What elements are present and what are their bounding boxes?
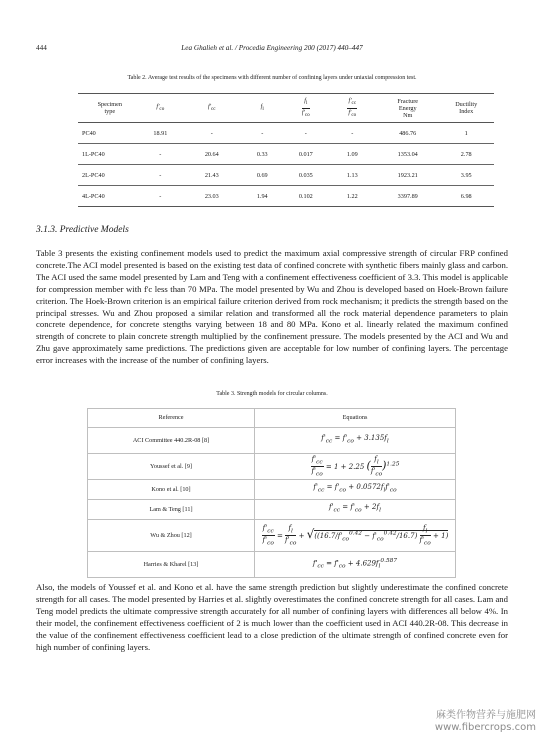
journal-citation: Lea Ghalieh et al. / Procedia Engineering 200 (2017) 440–447: [181, 44, 363, 52]
reference-cell: Wu & Zhou [12]: [88, 520, 255, 552]
table2-col-fl-ratio: $\frac{f_l}{f'_{co}}$: [284, 94, 328, 123]
table-row: [78, 144, 494, 165]
watermark-line-1: 麻类作物营养与施肥网: [436, 710, 536, 721]
table-cell: -: [138, 165, 184, 186]
table2-col-ductility: Ductility Index: [438, 94, 494, 123]
equation-cell: $f'_{cc} = f'_{co} + 0.0572f_lf'_{co}$: [255, 480, 456, 500]
table-cell: 21.43: [183, 165, 240, 186]
equation-cell: $f'_{cc} = f'_{co} + 3.135f_l$: [255, 428, 456, 454]
table2-col-fl: $f_l$: [240, 94, 284, 123]
table2-header-row: [78, 94, 494, 123]
table3: [87, 408, 456, 578]
table-cell: -: [183, 123, 240, 144]
table-cell: 0.69: [240, 165, 284, 186]
table-cell: 20.64: [183, 144, 240, 165]
body-paragraph-2: Also, the models of Youssef et al. and Kono et al. have the same strength prediction but slightly underestimate the confined concrete strength for all cases. The model presented by Harries et al. slightly overestimates the confined concrete strength for all cases. Lam and Teng model predicts the ultimate compressive strength accurately for all number of confining layers with differences all below 4%. In their model, the confinement effectiveness coefficient of 2 is much lower than the coefficient used in ACI 440.2R-08. This decrease in the value of the confinement effectiveness coefficient lead to a close prediction of the ultimate strength of confined concrete even for high number of confining layers.: [36, 582, 508, 652]
table-cell: 1L-PC40: [78, 144, 138, 165]
table-cell: -: [328, 123, 377, 144]
table2-col-fracture-energy: Fracture Energy Nm: [377, 94, 438, 123]
table-cell: -: [284, 123, 328, 144]
equation-cell: $\frac{f'_{cc}}{f'_{co}}$ = 1 + 2.25 ( $\frac{f_l}{f'_{co}}$ )$^{1.25}$: [255, 454, 456, 480]
reference-cell: Harries & Kharel [13]: [88, 552, 255, 578]
table-row: [88, 520, 456, 552]
reference-cell: Youssef et al. [9]: [88, 454, 255, 480]
table-cell: 2L-PC40: [78, 165, 138, 186]
table-cell: 0.035: [284, 165, 328, 186]
table-row: [88, 480, 456, 500]
table-cell: 1.13: [328, 165, 377, 186]
table-row: [78, 123, 494, 144]
table-cell: 2.78: [438, 144, 494, 165]
watermark-line-2: www.fibercrops.com: [434, 722, 536, 733]
table2-caption: Table 2. Average test results of the specimens with different number of confining layers under uniaxial compression test.: [127, 75, 417, 81]
table-cell: 4L-PC40: [78, 186, 138, 207]
table2: [78, 93, 494, 207]
table2-col-fco: $f'_{co}$: [138, 94, 184, 123]
reference-cell: Kono et al. [10]: [88, 480, 255, 500]
body-paragraph-1: Table 3 presents the existing confinement models used to predict the maximum axial compressive strength of circular FRP confined concrete.The ACI model presented is based on the existing test data of confined concrete with synthetic fibers mainly glass and carbon. The ACI used the same model presented by Lam and Teng with a confinement effectiveness coefficient of 3.3. This model is applicable for compression member with f'c less than 70 MPa. The model presented by Wu and Zhou is developed based on Hoek-Brown failure criterion. The Hoek-Brown criterion is an empirical failure criterion derived from rock mechanism; it predicts the strength based on the principal stresses. Wu and Zhou proposed a similar relation and transformed all the rock material dependence parameters to plain concrete dependence, for concrete stengths varying between 18 and 80 MPa. Kono et al. linearly related the maximum confined strength of concrete to plain concrete strength multiplied by the confinement pressure. The models presented by the ACI and Wu and Zhu gave approximately same predictions. The predictions given are acceptable for low number of confining layers. The percentage error increases with the increase of the number of confining layers.: [36, 248, 508, 366]
table-cell: 0.33: [240, 144, 284, 165]
table-cell: 1353.04: [377, 144, 438, 165]
table-cell: PC40: [78, 123, 138, 144]
watermark: [435, 710, 536, 734]
table-cell: 486.76: [377, 123, 438, 144]
table-cell: 1.09: [328, 144, 377, 165]
table-cell: 1: [438, 123, 494, 144]
table-row: [78, 186, 494, 207]
table-cell: 1.94: [240, 186, 284, 207]
table-row: [88, 500, 456, 520]
table3-col-reference: Reference: [88, 409, 255, 428]
table-cell: 1.22: [328, 186, 377, 207]
table-row: [88, 428, 456, 454]
table-cell: -: [138, 144, 184, 165]
table-cell: 3397.89: [377, 186, 438, 207]
equation-cell: $f'_{cc} = f'_{co} + 4.629f_l^{0.587}$: [255, 552, 456, 578]
table-cell: 6.98: [438, 186, 494, 207]
table-cell: -: [138, 186, 184, 207]
page-number: 444: [36, 44, 47, 52]
equation-cell: $\frac{f'_{cc}}{f'_{co}}$ = $\frac{f_l}{f'_{co}}$ + $√((16.7/f'_{co}^{0.42} - f'_{co}^{0.42}/16.7)$ $\frac{f_l}{f'_{co}}$ + 1): [255, 520, 456, 552]
table-cell: 0.102: [284, 186, 328, 207]
table-row: [88, 454, 456, 480]
table-cell: -: [240, 123, 284, 144]
table-row: [78, 165, 494, 186]
table-cell: 3.95: [438, 165, 494, 186]
table-cell: 23.03: [183, 186, 240, 207]
table3-col-equations: Equations: [255, 409, 456, 428]
table2-col-specimen: Specimen type: [78, 94, 138, 123]
table3-caption: Table 3. Strength models for circular columns.: [216, 391, 328, 397]
table2-col-fcc-ratio: $\frac{f'_{cc}}{f'_{co}}$: [328, 94, 377, 123]
section-heading: 3.1.3. Predictive Models: [36, 225, 129, 235]
table-cell: 18.91: [138, 123, 184, 144]
table-row: [88, 552, 456, 578]
table3-header-row: [88, 409, 456, 428]
reference-cell: ACI Committee 440.2R-08 [8]: [88, 428, 255, 454]
table2-col-fcc: $f'_{cc}$: [183, 94, 240, 123]
table-cell: 0.017: [284, 144, 328, 165]
equation-cell: $f'_{cc} = f'_{co} + 2f_l$: [255, 500, 456, 520]
reference-cell: Lam & Teng [11]: [88, 500, 255, 520]
table-cell: 1923.21: [377, 165, 438, 186]
